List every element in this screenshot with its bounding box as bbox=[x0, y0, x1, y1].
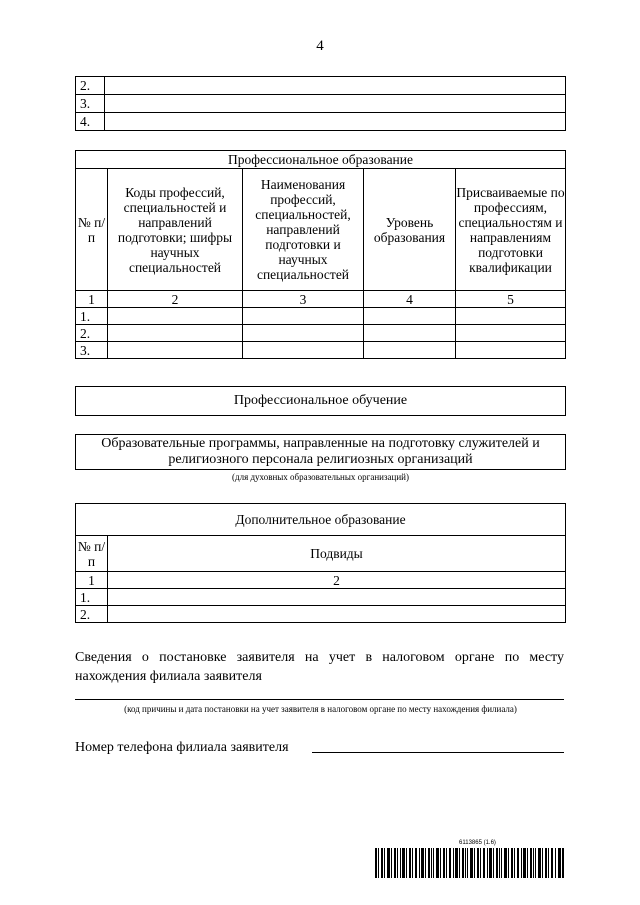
religious-programs-title: Образовательные программы, направленные на подготовку служителей и религиозного персонала религиозных организаций bbox=[101, 436, 540, 467]
col-number: 2 bbox=[108, 572, 566, 589]
tax-info-line bbox=[75, 699, 564, 700]
row-number: 4. bbox=[76, 113, 105, 131]
row-number: 3. bbox=[76, 342, 108, 359]
row-number: 3. bbox=[76, 95, 105, 113]
table-title: Профессиональное образование bbox=[76, 151, 566, 169]
row-number: 2. bbox=[76, 606, 108, 623]
header-qualification: Присваиваемые по профессиям, специальностям и направлениям подготовки квалификации bbox=[456, 169, 566, 291]
header-subtypes: Подвиды bbox=[108, 536, 566, 572]
phone-label: Номер телефона филиала заявителя bbox=[75, 740, 289, 755]
col-number: 5 bbox=[456, 291, 566, 308]
professional-training-box: Профессиональное обучение bbox=[75, 386, 566, 416]
row-value bbox=[105, 113, 566, 131]
header-num: № п/п bbox=[76, 536, 108, 572]
col-number: 3 bbox=[243, 291, 364, 308]
header-codes: Коды профессий, специальностей и направлений подготовки; шифры научных специальностей bbox=[108, 169, 243, 291]
row-number: 1. bbox=[76, 589, 108, 606]
tax-info-text: Сведения о постановке заявителя на учет в налоговом органе по месту нахождения филиала заявителя bbox=[75, 650, 564, 684]
row-value bbox=[105, 77, 566, 95]
header-level: Уровень образования bbox=[364, 169, 456, 291]
barcode-number: 6113865 (1.6) bbox=[459, 840, 496, 846]
row-number: 2. bbox=[76, 77, 105, 95]
row-number: 2. bbox=[76, 325, 108, 342]
col-number: 1 bbox=[76, 291, 108, 308]
table-title: Дополнительное образование bbox=[76, 504, 566, 536]
barcode-icon bbox=[375, 848, 565, 878]
page-number: 4 bbox=[316, 38, 324, 54]
top-list-table bbox=[75, 76, 566, 131]
row-value bbox=[105, 95, 566, 113]
col-number: 2 bbox=[108, 291, 243, 308]
tax-info-note: (код причины и дата постановки на учет заявителя в налоговом органе по месту нахождения филиала) bbox=[124, 704, 517, 714]
header-names: Наименования профессий, специальностей, направлений подготовки и научных специальностей bbox=[243, 169, 364, 291]
col-number: 4 bbox=[364, 291, 456, 308]
professional-education-table bbox=[75, 150, 566, 359]
religious-programs-note: (для духовных образовательных организаций) bbox=[232, 472, 409, 482]
religious-programs-box bbox=[75, 434, 566, 470]
phone-line bbox=[312, 752, 564, 753]
additional-education-table bbox=[75, 503, 566, 623]
col-number: 1 bbox=[76, 572, 108, 589]
header-num: № п/п bbox=[76, 169, 108, 291]
row-number: 1. bbox=[76, 308, 108, 325]
